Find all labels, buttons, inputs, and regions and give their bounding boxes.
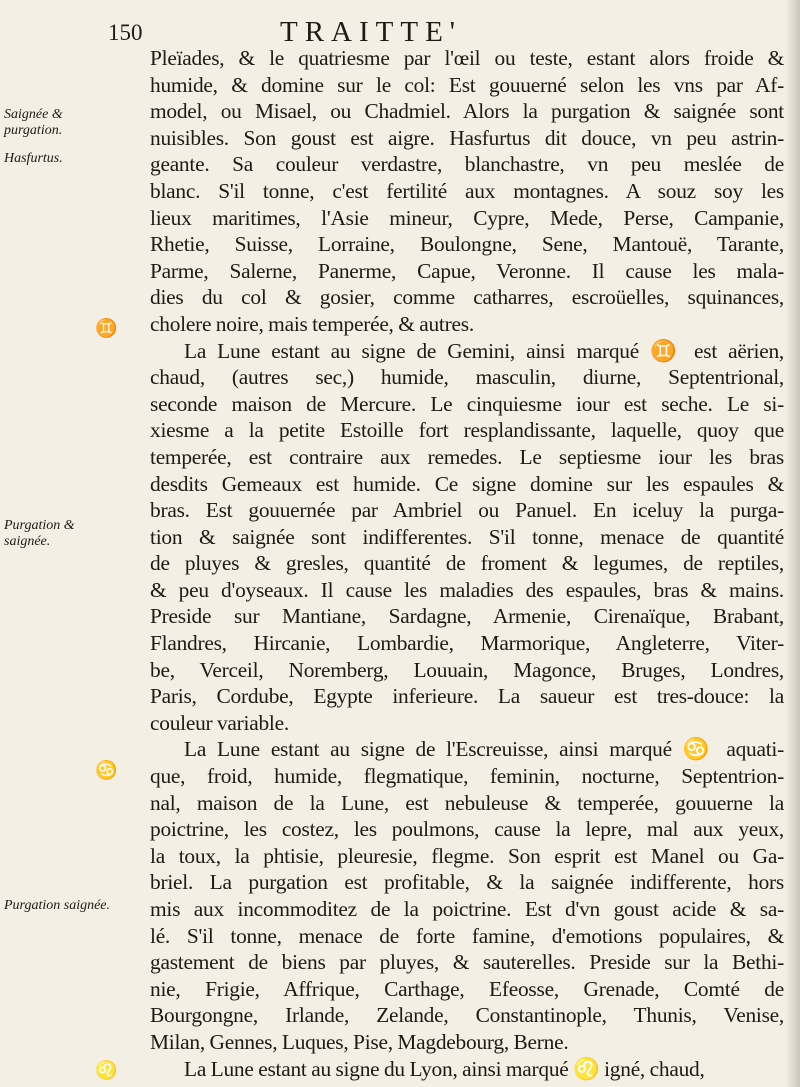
- text-line: Milan, Gennes, Luques, Pise, Magdebourg, Berne.: [150, 1029, 569, 1054]
- text-line: dies du col & gosier, comme catharres, escroüelles, squinances,: [150, 285, 784, 310]
- text-line: gastement de biens par pluyes, & sauterelles. Preside sur la Bethi-: [150, 950, 784, 975]
- page-edge-shadow: [786, 0, 800, 1087]
- text-line: nuisibles. Son goust est aigre. Hasfurtus dit douce, vn peu astrin-: [150, 125, 784, 150]
- margin-note-saignee-purgation: Saignée & purgation.: [4, 107, 63, 138]
- text-line: temperée, est contraire aux remedes. Le septiesme iour les bras: [150, 444, 784, 469]
- text-line: La Lune estant au signe de Gemini, ainsi marqué ♊ est aërien,: [184, 338, 784, 363]
- text-line: Preside sur Mantiane, Sardagne, Armenie, Cirenaïque, Brabant,: [150, 604, 784, 629]
- body-text: [150, 45, 784, 1082]
- leo-symbol: ♌: [95, 1060, 118, 1080]
- text-line: Bourgongne, Irlande, Zelande, Constantinople, Thunis, Venise,: [150, 1003, 784, 1028]
- text-line: & peu d'oyseaux. Il cause les maladies des espaules, bras & mains.: [150, 577, 784, 602]
- text-line: couleur variable.: [150, 710, 289, 735]
- text-line: de pluyes & gresles, quantité de froment & legumes, de reptiles,: [150, 551, 784, 576]
- margin-note-purgation-saignee-2: Purgation saignée.: [4, 898, 111, 913]
- text-line: model, ou Misael, ou Chadmiel. Alors la purgation & saignée sont: [150, 99, 784, 124]
- text-line: mis aux incommoditez de la poictrine. Est d'vn goust acide & sa-: [150, 897, 784, 921]
- running-title: TRAITTE': [280, 16, 463, 48]
- text-line: lieux maritimes, l'Asie mineur, Cypre, Mede, Perse, Campanie,: [150, 205, 784, 230]
- text-line: humide, & domine sur le col: Est gouuerné selon les vns par Af-: [150, 72, 784, 97]
- margin-notes: [0, 0, 150, 1087]
- text-line: nie, Frigie, Affrique, Carthage, Efeosse, Grenade, Comté de: [150, 976, 784, 1001]
- text-line: briel. La purgation est profitable, & la saignée indifferente, hors: [150, 870, 784, 895]
- margin-note-hasfurtus: Hasfurtus.: [4, 151, 63, 166]
- text-line: be, Verceil, Noremberg, Louuain, Magonce, Bruges, Londres,: [150, 657, 784, 682]
- text-line: La Lune estant au signe de l'Escreuisse, ainsi marqué ♋ aquati-: [184, 737, 784, 762]
- text-line: tion & saignée sont indifferentes. S'il tonne, menace de quantité: [150, 524, 784, 549]
- text-line: Rhetie, Suisse, Lorraine, Boulongne, Sene, Mantouë, Tarante,: [150, 232, 784, 257]
- text-line: que, froid, humide, flegmatique, feminin, nocturne, Septentrion-: [150, 764, 784, 789]
- text-line: xiesme a la petite Estoille fort resplandissante, laquelle, quoy que: [150, 418, 784, 443]
- text-line: desdits Gemeaux est humide. Ce signe domine sur les espaules &: [150, 471, 784, 496]
- text-line: blanc. S'il tonne, c'est fertilité aux montagnes. A souz soy les: [150, 178, 784, 203]
- text-line: lé. S'il tonne, menace de forte famine, d'emotions populaires, &: [150, 923, 784, 948]
- text-line: bras. Est gouuernée par Ambriel ou Panuel. En iceluy la purga-: [150, 498, 784, 523]
- text-line: poictrine, les costez, les poulmons, cause la lepre, mal aux yeux,: [150, 817, 784, 842]
- text-line: Flandres, Hircanie, Lombardie, Marmorique, Angleterre, Viter-: [150, 631, 784, 656]
- text-line: geante. Sa couleur verdastre, blanchastre, vn peu meslée de: [150, 152, 784, 177]
- text-line: Pleïades, & le quatriesme par l'œil ou teste, estant alors froide &: [150, 46, 784, 70]
- text-line: chaud, (autres sec,) humide, masculin, diurne, Septentrional,: [150, 365, 784, 390]
- text-line: Paris, Cordube, Egypte inferieure. La saueur est tres-douce: la: [150, 684, 784, 709]
- text-line: la toux, la phtisie, pleuresie, flegme. Son esprit est Manel ou Ga-: [150, 843, 784, 868]
- page-number: 150: [108, 20, 143, 45]
- cancer-symbol: ♋: [95, 760, 118, 780]
- text-line: cholere noire, mais temperée, & autres.: [150, 311, 474, 336]
- text-line: seconde maison de Mercure. Le cinquiesme iour est seche. Le si-: [150, 391, 784, 416]
- text-line: Parme, Salerne, Panerme, Capue, Veronne. Il cause les mala-: [150, 258, 784, 283]
- margin-note-purgation-saignee-1: Purgation & saignée.: [4, 518, 75, 549]
- text-line: La Lune estant au signe du Lyon, ainsi marqué ♌ igné, chaud,: [184, 1056, 705, 1081]
- text-line: nal, maison de la Lune, est nebuleuse & temperée, gouuerne la: [150, 790, 784, 815]
- gemini-symbol: ♊: [95, 318, 118, 338]
